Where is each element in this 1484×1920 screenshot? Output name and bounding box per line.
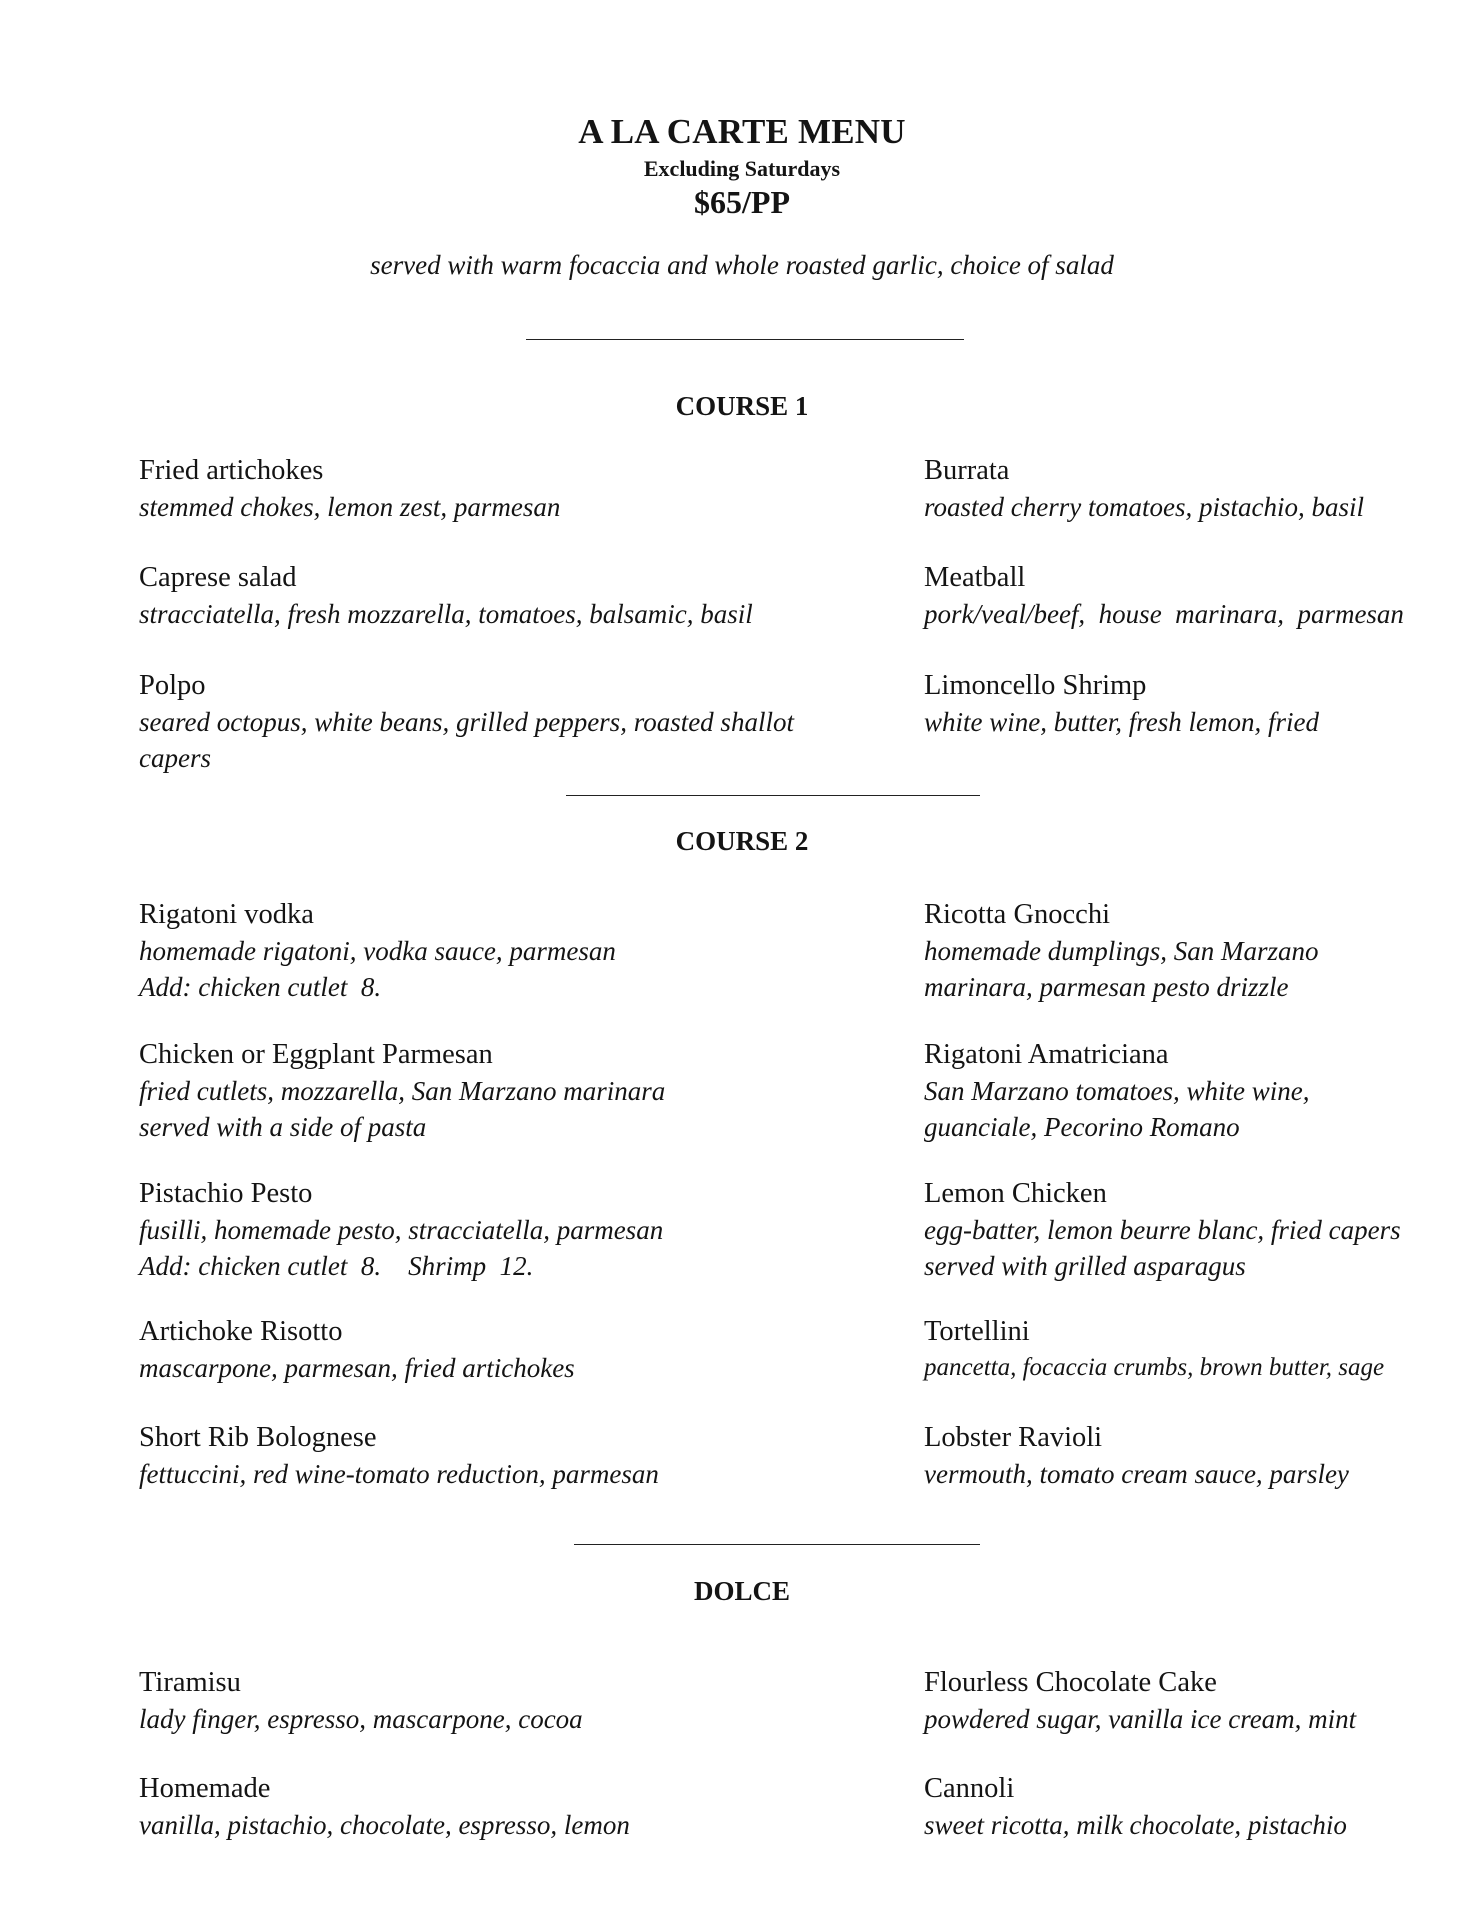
menu-item-cannoli	[924, 1771, 1464, 1843]
item-name: Chicken or Eggplant Parmesan	[139, 1039, 493, 1070]
item-description: white wine, butter, fresh lemon, fried	[924, 707, 1319, 737]
item-name: Burrata	[924, 455, 1010, 486]
item-name: Caprese salad	[139, 562, 297, 593]
item-name: Lobster Ravioli	[924, 1422, 1103, 1453]
menu-subtitle: Excluding Saturdays	[643, 156, 841, 181]
section-heading-course-1: COURSE 1	[675, 391, 809, 421]
item-description: stemmed chokes, lemon zest, parmesan	[139, 492, 561, 522]
item-name: Limoncello Shrimp	[924, 670, 1147, 701]
menu-item-ricotta-gnocchi	[924, 897, 1464, 1005]
menu-item-limoncello-shrimp	[924, 668, 1464, 740]
item-name: Polpo	[139, 670, 206, 701]
item-name: Artichoke Risotto	[139, 1316, 343, 1347]
menu-item-short-rib-bolognese	[139, 1420, 839, 1492]
menu-item-lobster-ravioli	[924, 1420, 1464, 1492]
item-description: seared octopus, white beans, grilled peppers, roasted shallot capers	[139, 707, 794, 773]
item-name: Lemon Chicken	[924, 1178, 1107, 1209]
divider-dolce	[574, 1544, 980, 1545]
menu-item-rigatoni-amatriciana	[924, 1037, 1464, 1145]
menu-item-pistachio-pesto	[139, 1176, 839, 1284]
menu-item-chicken-eggplant-parmesan	[139, 1037, 839, 1145]
item-name: Tortellini	[924, 1316, 1030, 1347]
menu-item-homemade	[139, 1771, 839, 1843]
menu-item-rigatoni-vodka	[139, 897, 839, 1005]
menu-item-meatball	[924, 560, 1464, 632]
item-name: Short Rib Bolognese	[139, 1422, 377, 1453]
item-description: mascarpone, parmesan, fried artichokes	[139, 1353, 575, 1383]
item-name: Homemade	[139, 1773, 271, 1804]
section-heading-course-2: COURSE 2	[675, 826, 809, 856]
menu-item-tortellini	[924, 1314, 1464, 1386]
item-description: homemade rigatoni, vodka sauce, parmesan Add: chicken cutlet 8.	[139, 936, 616, 1002]
item-description: roasted cherry tomatoes, pistachio, basil	[924, 492, 1364, 522]
item-description: sweet ricotta, milk chocolate, pistachio	[924, 1810, 1347, 1840]
item-name: Tiramisu	[139, 1667, 241, 1698]
menu-item-polpo	[139, 668, 839, 776]
menu-item-fried-artichokes	[139, 453, 839, 525]
item-description: pork/veal/beef, house marinara, parmesan	[924, 599, 1404, 629]
menu-tagline: served with warm focaccia and whole roasted garlic, choice of salad	[370, 250, 1114, 280]
item-description: homemade dumplings, San Marzano marinara, parmesan pesto drizzle	[924, 936, 1319, 1002]
item-description: fried cutlets, mozzarella, San Marzano marinara served with a side of pasta	[139, 1076, 666, 1142]
item-description: pancetta, focaccia crumbs, brown butter, sage	[924, 1354, 1385, 1381]
item-description: powdered sugar, vanilla ice cream, mint	[924, 1704, 1357, 1734]
section-heading-dolce: DOLCE	[693, 1576, 791, 1606]
menu-item-tiramisu	[139, 1665, 839, 1737]
item-name: Cannoli	[924, 1773, 1015, 1804]
item-name: Rigatoni Amatriciana	[924, 1039, 1169, 1070]
item-name: Pistachio Pesto	[139, 1178, 313, 1209]
item-description: egg-batter, lemon beurre blanc, fried capers served with grilled asparagus	[924, 1215, 1401, 1281]
divider-course-2	[566, 795, 980, 796]
item-name: Ricotta Gnocchi	[924, 899, 1110, 930]
item-name: Flourless Chocolate Cake	[924, 1667, 1217, 1698]
menu-item-flourless-chocolate-cake	[924, 1665, 1464, 1737]
item-name: Rigatoni vodka	[139, 899, 314, 930]
item-description: lady finger, espresso, mascarpone, cocoa	[139, 1704, 583, 1734]
menu-title: A LA CARTE MENU	[578, 112, 906, 151]
item-description: vanilla, pistachio, chocolate, espresso, lemon	[139, 1810, 630, 1840]
item-description: vermouth, tomato cream sauce, parsley	[924, 1459, 1349, 1489]
menu-item-burrata	[924, 453, 1464, 525]
item-name: Fried artichokes	[139, 455, 324, 486]
menu-item-caprese-salad	[139, 560, 839, 632]
menu-item-lemon-chicken	[924, 1176, 1464, 1284]
divider-top	[526, 339, 964, 340]
item-name: Meatball	[924, 562, 1026, 593]
item-description: stracciatella, fresh mozzarella, tomatoes, balsamic, basil	[139, 599, 753, 629]
menu-price: $65/PP	[694, 184, 790, 220]
item-description: fettuccini, red wine-tomato reduction, parmesan	[139, 1459, 659, 1489]
item-description: San Marzano tomatoes, white wine, guanciale, Pecorino Romano	[924, 1076, 1310, 1142]
menu-item-artichoke-risotto	[139, 1314, 839, 1386]
item-description: fusilli, homemade pesto, stracciatella, parmesan Add: chicken cutlet 8. Shrimp 12.	[139, 1215, 664, 1281]
